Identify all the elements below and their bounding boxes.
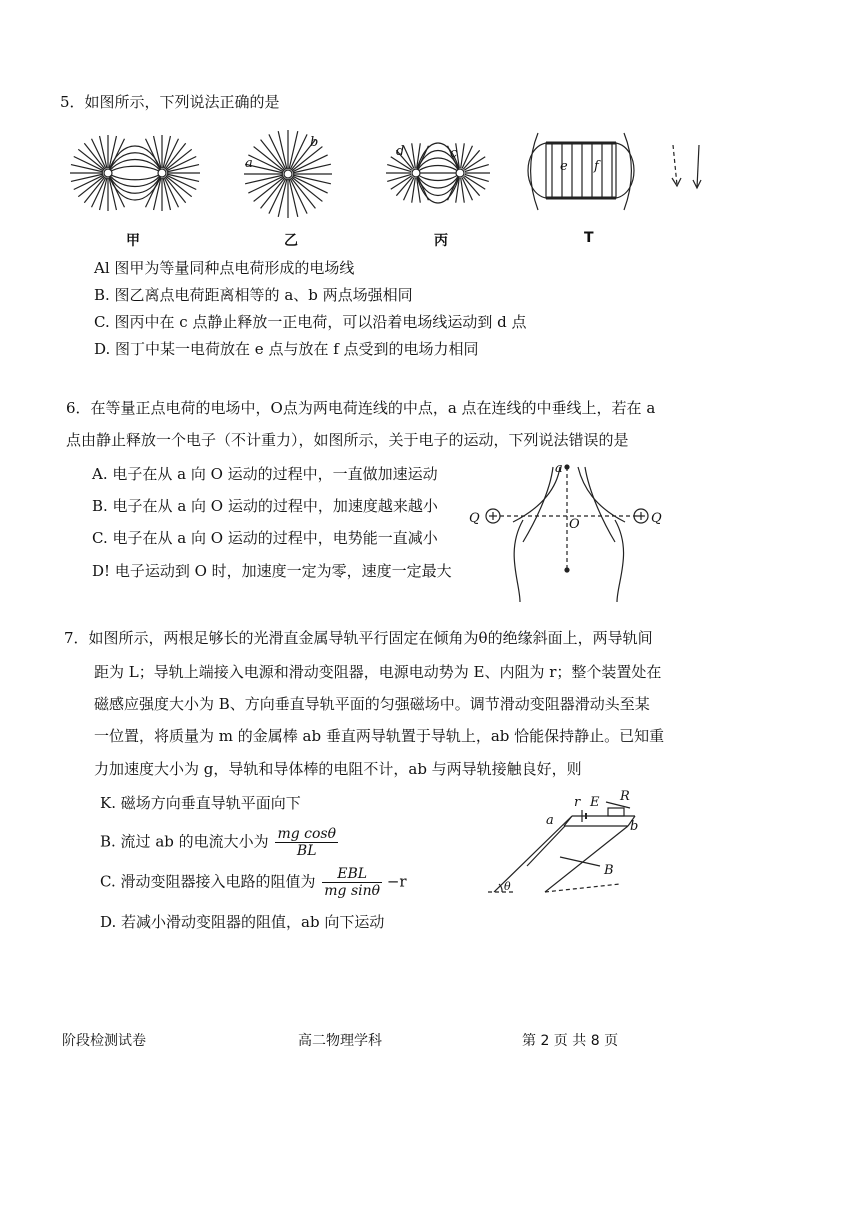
footer-page: 第 2 页 共 8 页	[522, 1033, 619, 1049]
q7-stem-line2: 距为 L；导轨上端接入电源和滑动变阻器，电源电动势为 E、内阻为 r；整个装置处在	[94, 663, 662, 681]
point-d-label: d	[396, 144, 405, 159]
footer-center: 高二物理学科	[298, 1033, 382, 1049]
e-label: E	[590, 795, 600, 810]
point-f-label: f	[594, 159, 599, 174]
figure-jia	[70, 125, 200, 220]
left-charge-label: Q	[469, 511, 480, 526]
label-bing: 丙	[434, 233, 448, 249]
point-a-label: a	[245, 156, 253, 171]
a-label: a	[546, 813, 554, 828]
q5-option-d: D. 图丁中某一电荷放在 e 点与放在 f 点受到的电场力相同	[94, 340, 479, 358]
q7-option-c-denominator: mg sinθ	[324, 883, 381, 899]
q7-figure	[480, 788, 670, 903]
q6-option-a: A. 电子在从 a 向 O 运动的过程中，一直做加速运动	[92, 465, 438, 483]
q5-option-b: B. 图乙离点电荷距离相等的 a、b 两点场强相同	[94, 286, 413, 304]
q6-stem-line1: 6．在等量正点电荷的电场中，O点为两电荷连线的中点，a 点在连线的中垂线上，若在 a	[66, 399, 656, 417]
figure-bing	[388, 125, 508, 220]
label-jia: 甲	[126, 233, 140, 249]
q7-option-c-fraction	[322, 866, 382, 899]
resistor-label: R	[620, 789, 630, 804]
theta-label: θ	[504, 880, 511, 893]
q5-stem: 5．如图所示，下列说法正确的是	[60, 93, 280, 111]
q7-stem-line5: 力加速度大小为 g，导轨和导体棒的电阻不计，ab 与两导轨接触良好，则	[94, 760, 582, 778]
q6-option-b: B. 电子在从 a 向 O 运动的过程中，加速度越来越小	[92, 497, 438, 515]
q7-option-c-prefix: C. 滑动变阻器接入电路的阻值为	[100, 872, 316, 891]
q7-option-c-numerator: EBL	[322, 866, 382, 883]
q7-option-b-numerator: mg cosθ	[277, 826, 337, 842]
q7-stem-line4: 一位置，将质量为 m 的金属棒 ab 垂直两导轨置于导轨上，ab 恰能保持静止。已知重	[94, 727, 665, 745]
q6-option-c: C. 电子在从 a 向 O 运动的过程中，电势能一直减小	[92, 529, 438, 547]
figure-ding	[528, 128, 638, 218]
b-label: b	[630, 819, 639, 834]
q6-option-d: D! 电子运动到 O 时，加速度一定为零，速度一定最大	[92, 562, 452, 580]
label-yi: 乙	[284, 233, 298, 249]
point-a-q6-label: a	[555, 461, 563, 476]
point-e-label: e	[560, 159, 568, 174]
q7-option-b-denominator: BL	[296, 843, 317, 859]
q6-figure	[465, 462, 675, 612]
q6-stem-line2: 点由静止释放一个电子（不计重力），如图所示，关于电子的运动，下列说法错误的是	[66, 431, 629, 449]
point-b-label: b	[310, 135, 319, 150]
q7-stem-line1: 7．如图所示，两根足够长的光滑直金属导轨平行固定在倾角为θ的绝缘斜面上，两导轨间	[64, 629, 653, 647]
q7-option-c	[100, 866, 407, 899]
figure-yi	[240, 122, 340, 222]
q7-option-b-fraction	[275, 826, 338, 859]
q7-option-b	[100, 826, 338, 859]
q7-stem-line3: 磁感应强度大小为 B、方向垂直导轨平面的匀强磁场中。调节滑动变阻器滑动头至某	[94, 695, 650, 713]
q7-option-d: D. 若减小滑动变阻器的阻值，ab 向下运动	[100, 913, 385, 931]
right-charge-label: Q	[651, 511, 662, 526]
point-c-label: c	[450, 146, 458, 161]
r-label: r	[574, 795, 581, 810]
field-b-label: B	[604, 863, 614, 878]
q7-option-a: K. 磁场方向垂直导轨平面向下	[100, 794, 301, 812]
q5-option-c: C. 图丙中在 c 点静止释放一正电荷，可以沿着电场线运动到 d 点	[94, 313, 527, 331]
q5-option-a: Al 图甲为等量同种点电荷形成的电场线	[94, 259, 355, 277]
label-ding: T	[584, 230, 594, 246]
footer-left: 阶段检测试卷	[62, 1033, 146, 1049]
q7-option-b-prefix: B. 流过 ab 的电流大小为	[100, 832, 269, 851]
q7-option-c-suffix: −r	[386, 872, 407, 891]
center-o-label: O	[569, 517, 580, 532]
down-arrows	[665, 140, 710, 195]
